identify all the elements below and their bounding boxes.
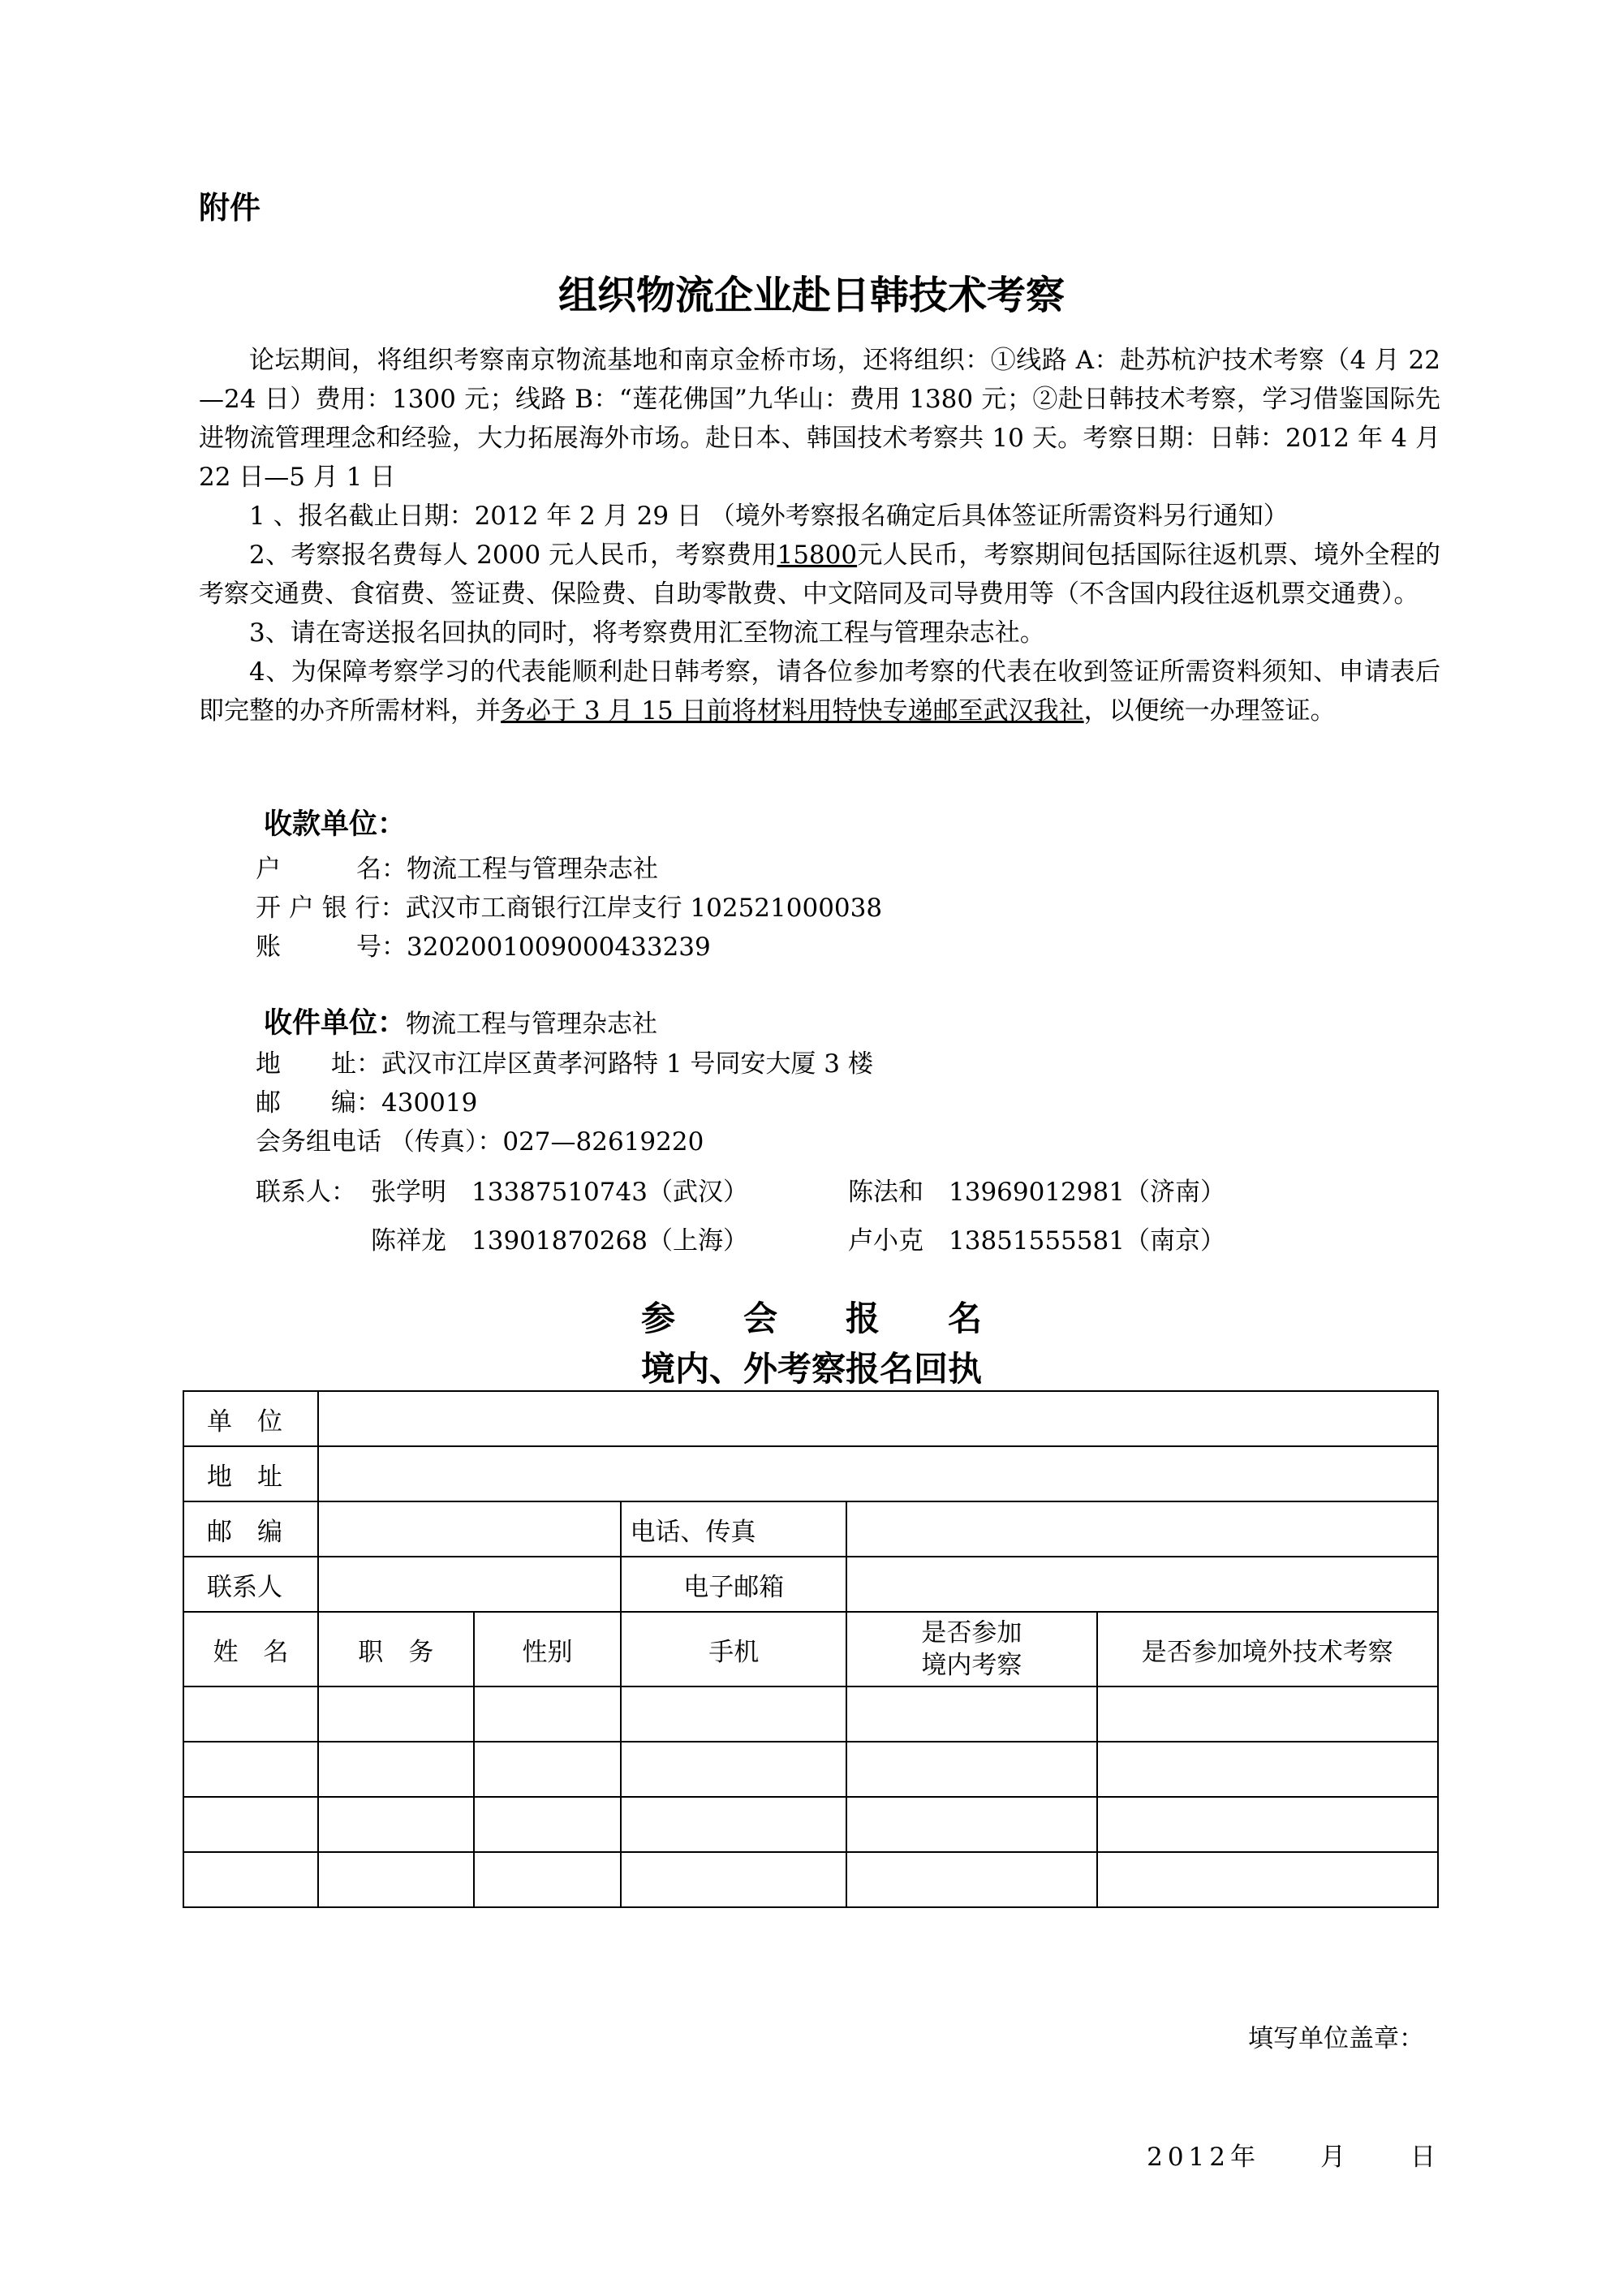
registration-heading: 参 会 报 名 — [640, 1299, 982, 1338]
table-row — [183, 1686, 1438, 1742]
unit-label: 单 位 — [183, 1391, 318, 1446]
table-cell[interactable] — [1097, 1686, 1438, 1742]
phone-fax-label: 电话、传真 — [621, 1501, 846, 1557]
table-row — [183, 1446, 1438, 1501]
registration-form-table — [183, 1390, 1439, 1908]
recipient-address — [256, 1043, 873, 1079]
table-header-row — [183, 1612, 1438, 1686]
remit-paragraph: 3、请在寄送报名回执的同时，将考察费用汇至物流工程与管理杂志社。 — [249, 618, 1045, 648]
column-header-overseas-tour: 是否参加境外技术考察 — [1097, 1612, 1438, 1686]
table-cell[interactable] — [474, 1852, 622, 1907]
table-cell[interactable] — [474, 1797, 622, 1852]
intro-section — [199, 341, 1440, 730]
payee-account-name-value: 物流工程与管理杂志社 — [407, 855, 658, 884]
contact-name: 陈法和 — [848, 1178, 923, 1207]
contact-person-label: 联系人 — [183, 1557, 318, 1612]
page-title: 组织物流企业赴日韩技术考察 — [558, 273, 1065, 318]
conference-phone-label: 会务组电话 （传真）： — [256, 1127, 503, 1157]
contact-city: （南京） — [1124, 1226, 1225, 1256]
fee-text-b: 元人民币，考察期间包括国际往返机票、境外全程的考察交通费、食宿费、签证费、保险费、自助零散费、中文陪同及司导费用等（不含国内段往返机票交通费）。 — [199, 541, 1441, 609]
payee-account-number-value: 3202001009000433239 — [407, 933, 711, 962]
payee-account-number-label: 账 号： — [256, 933, 407, 962]
table-cell[interactable] — [183, 1797, 318, 1852]
payee-account-name-label: 户 名： — [256, 855, 407, 884]
conference-phone-value: 027—82619220 — [502, 1127, 704, 1157]
postcode-field[interactable] — [318, 1501, 622, 1557]
contact-item — [848, 1171, 1225, 1208]
email-field[interactable] — [846, 1557, 1438, 1612]
table-cell[interactable] — [183, 1742, 318, 1797]
table-row — [183, 1557, 1438, 1612]
date-line: 2012年 月 日 — [1147, 2143, 1440, 2172]
contact-name: 卢小克 — [848, 1226, 923, 1256]
table-row — [183, 1797, 1438, 1852]
column-header-gender: 性别 — [474, 1612, 622, 1686]
visa-paragraph — [199, 653, 1440, 730]
fee-text-a: 2、考察报名费每人 2000 元人民币，考察费用 — [249, 541, 777, 570]
table-cell[interactable] — [1097, 1852, 1438, 1907]
payee-heading: 收款单位： — [264, 808, 407, 841]
table-cell[interactable] — [846, 1852, 1097, 1907]
contact-phone: 13387510743 — [471, 1178, 648, 1207]
column-header-domestic-tour — [846, 1612, 1097, 1686]
address-field[interactable] — [318, 1446, 1438, 1501]
table-cell[interactable] — [318, 1686, 474, 1742]
contact-item — [371, 1171, 748, 1208]
table-cell[interactable] — [474, 1686, 622, 1742]
contact-item — [848, 1220, 1225, 1256]
visa-text-a: 4、为保障考察学习的代表能顺利赴日韩考察，请各位参加考察的代表在收到签证所需资料须知、申请表后即完整的办齐所需材料，并 — [199, 657, 1440, 726]
fee-amount: 15800 — [777, 541, 858, 570]
contact-phone: 13969012981 — [949, 1178, 1125, 1207]
fee-paragraph — [199, 536, 1440, 614]
recipient-heading: 收件单位： — [264, 1007, 407, 1040]
postcode-label: 邮 编 — [183, 1501, 318, 1557]
intro-paragraph: 论坛期间，将组织考察南京物流基地和南京金桥市场，还将组织：①线路 A：赴苏杭沪技术考察（4 月 22—24 日）费用：1300 元；线路 B：“莲花佛国”九华山：费用 1380 元；②赴日韩技术考察，学习借鉴国际先进物流管理理念和经验，大力拓展海外市场。赴日本、韩国技术考察共 10 天。考察日期：日韩：2012 年 4 月 22 日—5 月 1 日 — [199, 346, 1440, 492]
table-cell[interactable] — [474, 1742, 622, 1797]
domestic-tour-line2: 境内考察 — [921, 1651, 1022, 1680]
phone-fax-field[interactable] — [846, 1501, 1438, 1557]
table-cell[interactable] — [621, 1742, 846, 1797]
contact-name: 张学明 — [371, 1178, 446, 1207]
recipient-postcode-value: 430019 — [381, 1088, 478, 1118]
table-row — [183, 1742, 1438, 1797]
table-cell[interactable] — [621, 1797, 846, 1852]
column-header-mobile: 手机 — [621, 1612, 846, 1686]
table-cell[interactable] — [318, 1852, 474, 1907]
payee-account-number — [256, 926, 711, 963]
attachment-label: 附件 — [199, 190, 261, 226]
column-header-name: 姓 名 — [183, 1612, 318, 1686]
payee-bank-value: 武汉市工商银行江岸支行 102521000038 — [405, 894, 883, 923]
deadline-paragraph: 1 、报名截止日期：2012 年 2 月 29 日 （境外考察报名确定后具体签证所需资料另行通知） — [249, 502, 1289, 531]
table-row — [183, 1391, 1438, 1446]
recipient-name: 物流工程与管理杂志社 — [406, 1010, 658, 1039]
address-label: 地 址 — [183, 1446, 318, 1501]
table-cell[interactable] — [183, 1686, 318, 1742]
domestic-tour-line1: 是否参加 — [921, 1618, 1022, 1648]
table-cell[interactable] — [621, 1852, 846, 1907]
table-cell[interactable] — [846, 1742, 1097, 1797]
table-cell[interactable] — [846, 1797, 1097, 1852]
stamp-label: 填写单位盖章： — [1248, 2024, 1424, 2053]
conference-phone — [256, 1121, 704, 1157]
contact-phone: 13851555581 — [949, 1226, 1125, 1256]
payee-bank-label: 开 户 银 行： — [256, 894, 406, 923]
table-cell[interactable] — [318, 1797, 474, 1852]
column-header-position: 职 务 — [318, 1612, 474, 1686]
unit-field[interactable] — [318, 1391, 1438, 1446]
payee-account-name — [256, 848, 658, 885]
table-cell[interactable] — [183, 1852, 318, 1907]
table-row — [183, 1852, 1438, 1907]
recipient-postcode — [256, 1082, 477, 1118]
recipient-address-label: 地 址： — [256, 1049, 381, 1079]
contact-city: （武汉） — [647, 1178, 748, 1207]
contact-person-field[interactable] — [318, 1557, 622, 1612]
payee-bank — [256, 887, 882, 924]
table-cell[interactable] — [1097, 1797, 1438, 1852]
table-cell[interactable] — [1097, 1742, 1438, 1797]
contact-city: （济南） — [1124, 1178, 1225, 1207]
contact-name: 陈祥龙 — [371, 1226, 446, 1256]
visa-text-b: ，以便统一办理签证。 — [1083, 696, 1336, 726]
email-label: 电子邮箱 — [621, 1557, 846, 1612]
contact-city: （上海） — [647, 1226, 748, 1256]
table-cell[interactable] — [318, 1742, 474, 1797]
table-cell[interactable] — [621, 1686, 846, 1742]
contact-phone: 13901870268 — [471, 1226, 648, 1256]
table-cell[interactable] — [846, 1686, 1097, 1742]
table-row — [183, 1501, 1438, 1557]
recipient-address-value: 武汉市江岸区黄孝河路特 1 号同安大厦 3 楼 — [381, 1049, 873, 1079]
contact-item — [371, 1220, 748, 1256]
registration-subheading: 境内、外考察报名回执 — [640, 1349, 982, 1389]
recipient-postcode-label: 邮 编： — [256, 1088, 381, 1118]
contacts-label: 联系人： — [256, 1178, 356, 1207]
visa-deadline: 务必于 3 月 15 日前将材料用特快专递邮至武汉我社 — [501, 696, 1084, 726]
recipient-line — [264, 1001, 657, 1041]
